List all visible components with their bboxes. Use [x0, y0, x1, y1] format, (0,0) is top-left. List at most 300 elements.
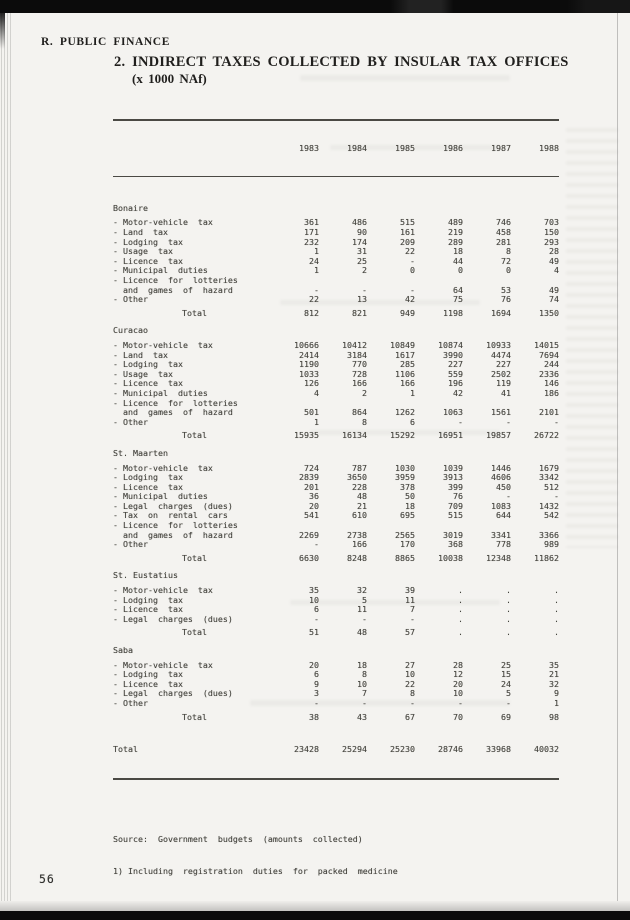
- total-value-cell: 821: [352, 307, 367, 318]
- value-cell: 150: [544, 227, 559, 238]
- total-value-cell: 1350: [539, 307, 559, 318]
- row-label: Legal charges (dues): [123, 688, 233, 699]
- value-cell: -: [554, 491, 559, 502]
- value-cell: 1561: [491, 407, 511, 418]
- value-cell: 76: [453, 491, 463, 502]
- row-label: Licence tax: [123, 481, 183, 492]
- value-cell: 50: [405, 491, 415, 502]
- value-cell: 166: [352, 539, 367, 550]
- value-cell: 7: [362, 688, 367, 699]
- row-bullet: -: [113, 697, 118, 708]
- value-cell: 3342: [539, 472, 559, 483]
- year-cell: 1986: [443, 142, 463, 153]
- row-label: Motor-vehicle tax: [123, 585, 213, 596]
- value-cell: 227: [496, 359, 511, 370]
- section-heading: Bonaire: [113, 202, 148, 213]
- value-cell: 10: [357, 678, 367, 689]
- value-cell: 770: [352, 359, 367, 370]
- total-value-cell: 19857: [486, 430, 511, 441]
- value-cell: 1: [314, 416, 319, 427]
- row-label: Lodging tax: [123, 669, 183, 680]
- value-cell: 703: [544, 217, 559, 228]
- row-bullet: -: [113, 368, 118, 379]
- value-cell: -: [362, 697, 367, 708]
- value-cell: 3650: [347, 472, 367, 483]
- total-value-cell: 16951: [438, 430, 463, 441]
- row-bullet: -: [113, 349, 118, 360]
- row-label: Legal charges (dues): [123, 613, 233, 624]
- value-cell: .: [458, 594, 463, 605]
- value-cell: 695: [400, 510, 415, 521]
- value-cell: 515: [400, 217, 415, 228]
- row-bullet: -: [113, 227, 118, 238]
- value-cell: 4: [554, 265, 559, 276]
- value-cell: 35: [309, 585, 319, 596]
- total-label: Total: [182, 307, 207, 318]
- value-cell: -: [506, 491, 511, 502]
- grand-total-value-cell: 33968: [486, 744, 511, 755]
- row-bullet: -: [113, 255, 118, 266]
- value-cell: 361: [304, 217, 319, 228]
- row-label: Other: [123, 697, 148, 708]
- value-cell: 3913: [443, 472, 463, 483]
- row-bullet: -: [113, 659, 118, 670]
- page-subtitle: (x 1000 NAf): [132, 71, 207, 86]
- value-cell: 778: [496, 539, 511, 550]
- value-cell: 6: [314, 604, 319, 615]
- table-row: [113, 521, 559, 540]
- value-cell: 72: [501, 255, 511, 266]
- row-label-cell: [113, 699, 271, 709]
- row-label: Other: [123, 294, 148, 305]
- value-cell: 486: [352, 217, 367, 228]
- year-cell: 1983: [299, 142, 319, 153]
- total-value-cell: 6630: [299, 552, 319, 563]
- row-bullet: -: [113, 481, 118, 492]
- row-bullet: -: [113, 217, 118, 228]
- total-value-cell: 11862: [534, 552, 559, 563]
- year-header-row: [113, 144, 559, 154]
- value-cell: 161: [400, 227, 415, 238]
- total-value-cell: 16134: [342, 430, 367, 441]
- table-rule-mid: [113, 176, 559, 177]
- value-cell: 39: [405, 585, 415, 596]
- grand-total-value-cell: 23428: [294, 744, 319, 755]
- table-row: [113, 218, 559, 228]
- value-cell: 36: [309, 491, 319, 502]
- row-label-continued: and games of hazard: [123, 407, 233, 418]
- grand-total-label-cell: [113, 745, 271, 755]
- total-value-cell: 812: [304, 307, 319, 318]
- row-label: Licence for lotteries: [123, 397, 238, 408]
- row-label: Legal charges (dues): [123, 500, 233, 511]
- value-cell: 4: [314, 387, 319, 398]
- value-cell: 21: [357, 500, 367, 511]
- value-cell: 22: [405, 678, 415, 689]
- value-cell: 6: [410, 416, 415, 427]
- row-label-cell: [113, 399, 271, 418]
- year-cell: 1984: [347, 142, 367, 153]
- value-cell: 21: [549, 669, 559, 680]
- table-sections: [113, 204, 559, 722]
- row-label: Motor-vehicle tax: [123, 217, 213, 228]
- value-cell: 20: [453, 678, 463, 689]
- corner-shadow: [0, 13, 5, 49]
- row-label: Lodging tax: [123, 359, 183, 370]
- total-value-cell: 43: [357, 711, 367, 722]
- value-cell: 10: [405, 669, 415, 680]
- row-bullet: -: [113, 462, 118, 473]
- row-label: Licence for lotteries: [123, 520, 238, 531]
- value-cell: 450: [496, 481, 511, 492]
- page-number: 56: [39, 872, 55, 886]
- row-bullet: -: [113, 520, 118, 531]
- row-label: Licence tax: [123, 678, 183, 689]
- value-cell: 1446: [491, 462, 511, 473]
- value-cell: -: [362, 284, 367, 295]
- row-bullet: -: [113, 604, 118, 615]
- row-label: Tax on rental cars: [123, 510, 228, 521]
- row-label: Lodging tax: [123, 236, 183, 247]
- grand-total-value-cell: 40032: [534, 744, 559, 755]
- row-label: Licence for lotteries: [123, 275, 238, 285]
- table-row: [113, 699, 559, 709]
- value-cell: 5: [506, 688, 511, 699]
- page-edge-line: [617, 13, 618, 901]
- value-cell: 10412: [342, 339, 367, 350]
- row-label-cell: [113, 521, 271, 540]
- row-bullet: -: [113, 397, 118, 408]
- year-cell: 1988: [539, 142, 559, 153]
- value-cell: 787: [352, 462, 367, 473]
- total-value-cell: .: [458, 627, 463, 638]
- value-cell: -: [506, 416, 511, 427]
- total-row: [113, 309, 559, 319]
- row-label: Other: [123, 416, 148, 427]
- value-cell: 20: [309, 659, 319, 670]
- grand-total-value-cell: 25294: [342, 744, 367, 755]
- value-cell: 244: [544, 359, 559, 370]
- value-cell: 7: [410, 604, 415, 615]
- value-cell: 11: [357, 604, 367, 615]
- value-cell: .: [458, 613, 463, 624]
- section-header: R. PUBLIC FINANCE: [41, 36, 170, 48]
- row-bullet: -: [113, 594, 118, 605]
- total-value-cell: 1198: [443, 307, 463, 318]
- value-cell: 1: [314, 265, 319, 276]
- total-value-cell: 67: [405, 711, 415, 722]
- value-cell: 25: [357, 255, 367, 266]
- value-cell: 864: [352, 407, 367, 418]
- value-cell: 126: [304, 378, 319, 389]
- value-cell: 219: [448, 227, 463, 238]
- total-value-cell: 8248: [347, 552, 367, 563]
- section-heading: St. Eustatius: [113, 570, 178, 581]
- value-cell: 293: [544, 236, 559, 247]
- value-cell: 368: [448, 539, 463, 550]
- total-value-cell: 98: [549, 711, 559, 722]
- value-cell: 166: [352, 378, 367, 389]
- value-cell: 709: [448, 500, 463, 511]
- row-bullet: -: [113, 387, 118, 398]
- value-cell: 49: [549, 255, 559, 266]
- total-value-cell: 15292: [390, 430, 415, 441]
- table-row: [113, 418, 559, 428]
- value-cell: 11: [405, 594, 415, 605]
- value-cell: 24: [309, 255, 319, 266]
- row-label: Licence tax: [123, 255, 183, 266]
- value-cell: 186: [544, 387, 559, 398]
- value-cell: 1: [314, 246, 319, 257]
- value-cell: 2738: [347, 529, 367, 540]
- value-cell: .: [458, 585, 463, 596]
- bleedthrough-smudge: [566, 128, 618, 548]
- table-footer: [113, 813, 559, 897]
- value-cell: 41: [501, 387, 511, 398]
- value-cell: 1679: [539, 462, 559, 473]
- value-cell: 10: [309, 594, 319, 605]
- value-cell: 2101: [539, 407, 559, 418]
- row-label: Usage tax: [123, 368, 173, 379]
- value-cell: 0: [506, 265, 511, 276]
- value-cell: 174: [352, 236, 367, 247]
- value-cell: 8: [362, 669, 367, 680]
- value-cell: 14015: [534, 339, 559, 350]
- total-value-cell: 57: [405, 627, 415, 638]
- value-cell: 8: [362, 416, 367, 427]
- value-cell: 22: [309, 294, 319, 305]
- table-row: [113, 295, 559, 305]
- row-label-cell: [113, 540, 271, 550]
- value-cell: 146: [544, 378, 559, 389]
- total-value-cell: 15935: [294, 430, 319, 441]
- value-cell: 10849: [390, 339, 415, 350]
- value-cell: 501: [304, 407, 319, 418]
- value-cell: 1: [554, 697, 559, 708]
- table-rule-top: [113, 119, 559, 121]
- value-cell: 3990: [443, 349, 463, 360]
- value-cell: 44: [453, 255, 463, 266]
- value-cell: 48: [357, 491, 367, 502]
- value-cell: 10: [453, 688, 463, 699]
- row-bullet: -: [113, 669, 118, 680]
- value-cell: 281: [496, 236, 511, 247]
- value-cell: .: [506, 594, 511, 605]
- section-heading: St. Maarten: [113, 447, 168, 458]
- value-cell: 24: [501, 678, 511, 689]
- total-row: [113, 713, 559, 723]
- value-cell: 227: [448, 359, 463, 370]
- total-row: [113, 554, 559, 564]
- value-cell: 18: [405, 500, 415, 511]
- section-rows: [113, 464, 559, 550]
- value-cell: 27: [405, 659, 415, 670]
- binding-lines: [1, 13, 11, 901]
- table-rule-bottom: [113, 778, 559, 780]
- value-cell: 1033: [299, 368, 319, 379]
- value-cell: 7694: [539, 349, 559, 360]
- value-cell: 42: [453, 387, 463, 398]
- value-cell: 1039: [443, 462, 463, 473]
- total-value-cell: 12348: [486, 552, 511, 563]
- value-cell: 4474: [491, 349, 511, 360]
- total-row: [113, 628, 559, 638]
- row-label: Motor-vehicle tax: [123, 659, 213, 670]
- table-row: [113, 540, 559, 550]
- row-label: Land tax: [123, 227, 168, 238]
- page-title: 2. INDIRECT TAXES COLLECTED BY INSULAR TAX OFFICES: [114, 54, 569, 70]
- source-note: Source: Government budgets (amounts collected): [113, 834, 363, 845]
- row-label-cell: [113, 276, 271, 295]
- value-cell: 53: [501, 284, 511, 295]
- value-cell: 10933: [486, 339, 511, 350]
- value-cell: 989: [544, 539, 559, 550]
- value-cell: 0: [410, 265, 415, 276]
- value-cell: -: [314, 697, 319, 708]
- value-cell: 32: [549, 678, 559, 689]
- section-rows: [113, 586, 559, 624]
- value-cell: 31: [357, 246, 367, 257]
- grand-total-value-cell: 25230: [390, 744, 415, 755]
- value-cell: 2269: [299, 529, 319, 540]
- value-cell: 2: [362, 265, 367, 276]
- scan-edge-top: [0, 0, 630, 13]
- value-cell: .: [458, 604, 463, 615]
- value-cell: 166: [400, 378, 415, 389]
- value-cell: -: [314, 284, 319, 295]
- value-cell: -: [410, 613, 415, 624]
- value-cell: 4606: [491, 472, 511, 483]
- value-cell: 542: [544, 510, 559, 521]
- row-bullet: -: [113, 246, 118, 257]
- value-cell: 2839: [299, 472, 319, 483]
- section-heading: Curacao: [113, 325, 148, 336]
- row-bullet: -: [113, 678, 118, 689]
- row-label: Licence tax: [123, 378, 183, 389]
- table-row: [113, 276, 559, 295]
- row-label: Lodging tax: [123, 594, 183, 605]
- total-value-cell: 38: [309, 711, 319, 722]
- value-cell: 28: [453, 659, 463, 670]
- row-label-continued: and games of hazard: [123, 284, 233, 295]
- value-cell: -: [314, 539, 319, 550]
- row-label: Municipal duties: [123, 265, 208, 276]
- value-cell: 1063: [443, 407, 463, 418]
- row-bullet: -: [113, 416, 118, 427]
- value-cell: 12: [453, 669, 463, 680]
- value-cell: 8: [410, 688, 415, 699]
- total-label: Total: [182, 627, 207, 638]
- value-cell: 209: [400, 236, 415, 247]
- value-cell: 74: [549, 294, 559, 305]
- value-cell: 228: [352, 481, 367, 492]
- value-cell: 171: [304, 227, 319, 238]
- value-cell: 28: [549, 246, 559, 257]
- value-cell: 541: [304, 510, 319, 521]
- total-label-cell: [113, 713, 271, 723]
- row-bullet: -: [113, 613, 118, 624]
- value-cell: 32: [357, 585, 367, 596]
- year-cell: 1987: [491, 142, 511, 153]
- total-value-cell: 10038: [438, 552, 463, 563]
- total-value-cell: 48: [357, 627, 367, 638]
- value-cell: 3019: [443, 529, 463, 540]
- value-cell: 3184: [347, 349, 367, 360]
- table-row: [113, 238, 559, 248]
- value-cell: 42: [405, 294, 415, 305]
- value-cell: -: [506, 697, 511, 708]
- row-bullet: -: [113, 510, 118, 521]
- value-cell: .: [506, 613, 511, 624]
- total-value-cell: .: [554, 627, 559, 638]
- value-cell: -: [554, 416, 559, 427]
- grand-total-value-cell: 28746: [438, 744, 463, 755]
- value-cell: -: [458, 697, 463, 708]
- row-bullet: -: [113, 265, 118, 276]
- total-value-cell: 26722: [534, 430, 559, 441]
- table-row: [113, 615, 559, 625]
- value-cell: .: [554, 594, 559, 605]
- value-cell: 76: [501, 294, 511, 305]
- value-cell: 13: [357, 294, 367, 305]
- year-cell: 1985: [395, 142, 415, 153]
- row-bullet: -: [113, 294, 118, 305]
- value-cell: 49: [549, 284, 559, 295]
- value-cell: 90: [357, 227, 367, 238]
- value-cell: 8: [506, 246, 511, 257]
- value-cell: .: [554, 613, 559, 624]
- total-value-cell: 1694: [491, 307, 511, 318]
- row-bullet: -: [113, 275, 118, 285]
- tax-table: [113, 100, 559, 917]
- total-label-cell: [113, 628, 271, 638]
- value-cell: 64: [453, 284, 463, 295]
- row-bullet: -: [113, 378, 118, 389]
- row-bullet: -: [113, 472, 118, 483]
- total-label: Total: [182, 552, 207, 563]
- value-cell: 232: [304, 236, 319, 247]
- value-cell: 3959: [395, 472, 415, 483]
- value-cell: -: [458, 416, 463, 427]
- value-cell: 10874: [438, 339, 463, 350]
- row-bullet: -: [113, 500, 118, 511]
- value-cell: -: [314, 613, 319, 624]
- value-cell: 1262: [395, 407, 415, 418]
- row-label: Land tax: [123, 349, 168, 360]
- total-label: Total: [182, 711, 207, 722]
- value-cell: .: [554, 585, 559, 596]
- value-cell: 201: [304, 481, 319, 492]
- bleedthrough-smudge: [300, 75, 510, 81]
- total-label-cell: [113, 309, 271, 319]
- value-cell: -: [410, 255, 415, 266]
- value-cell: 22: [405, 246, 415, 257]
- value-cell: 285: [400, 359, 415, 370]
- row-label-cell: [113, 615, 271, 625]
- value-cell: .: [506, 585, 511, 596]
- row-bullet: -: [113, 236, 118, 247]
- value-cell: 2414: [299, 349, 319, 360]
- value-cell: 9: [314, 678, 319, 689]
- value-cell: 2336: [539, 368, 559, 379]
- value-cell: 378: [400, 481, 415, 492]
- row-label: Lodging tax: [123, 472, 183, 483]
- table-row: [113, 689, 559, 699]
- value-cell: 35: [549, 659, 559, 670]
- value-cell: 289: [448, 236, 463, 247]
- value-cell: 0: [458, 265, 463, 276]
- value-cell: 512: [544, 481, 559, 492]
